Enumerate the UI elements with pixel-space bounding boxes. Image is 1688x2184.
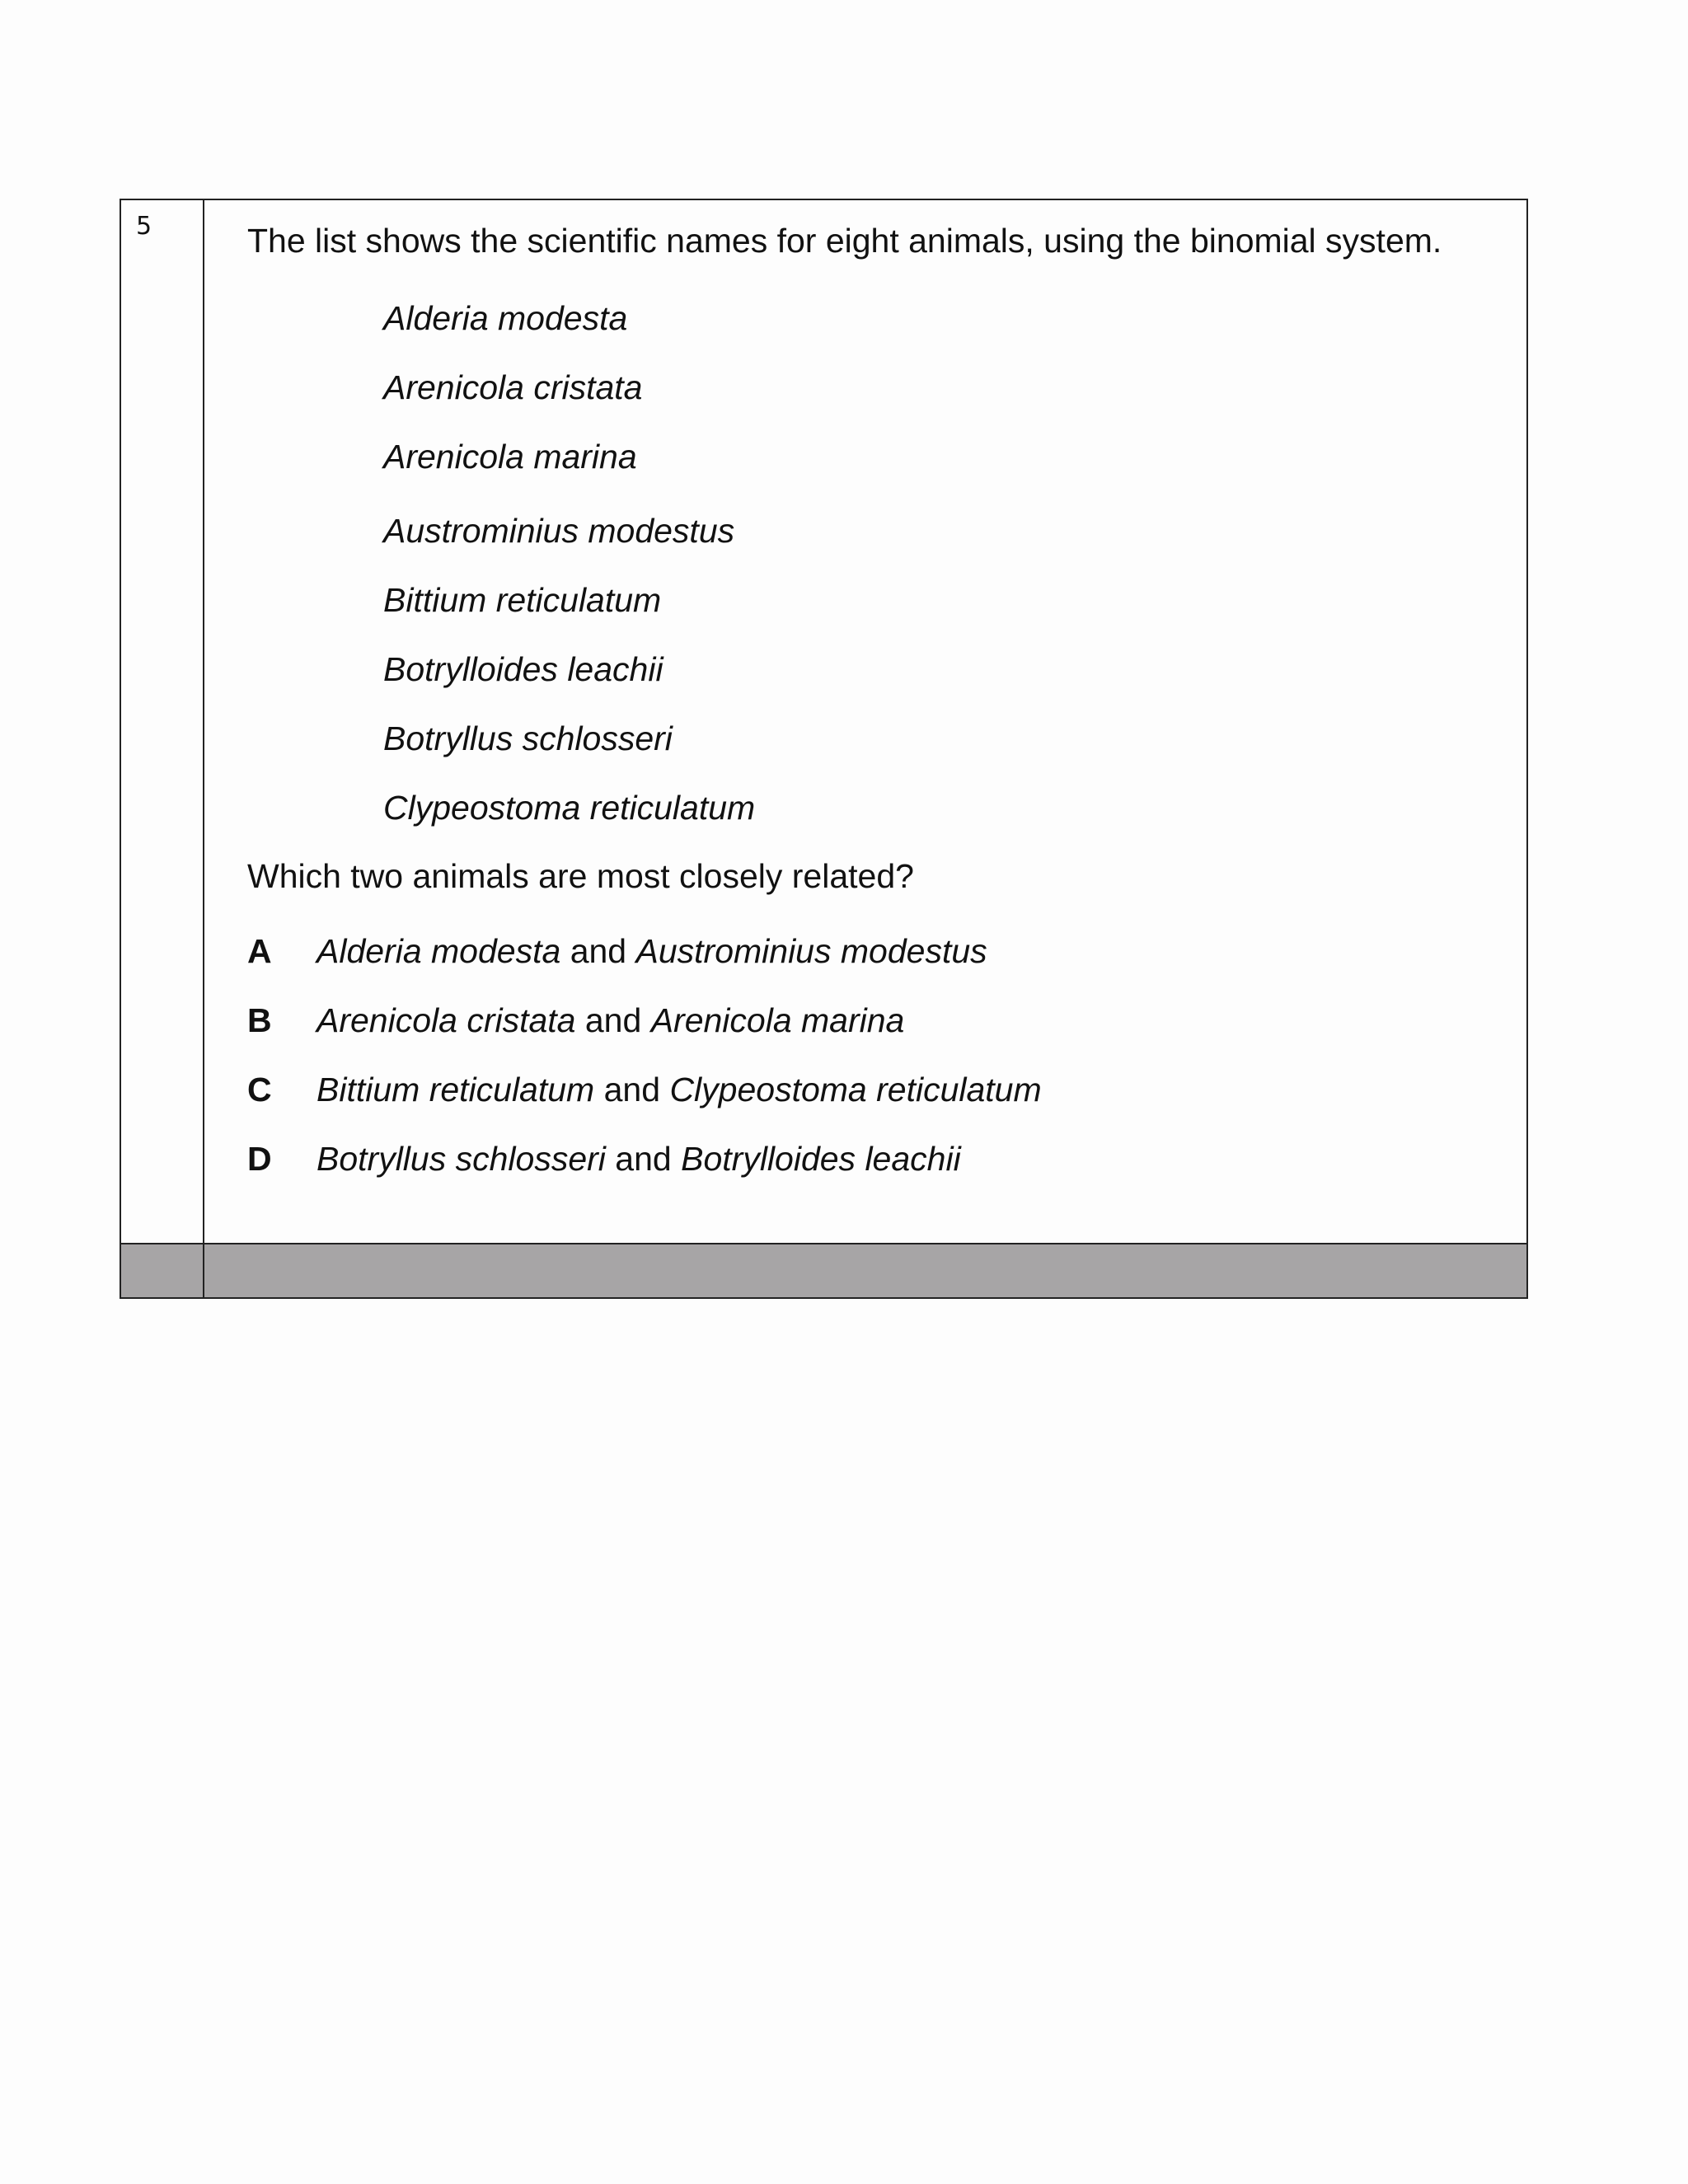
option-text [316, 1140, 961, 1179]
species-item: Botrylloides leachii [383, 650, 663, 688]
species-item: Arenicola cristata [383, 368, 643, 406]
table-footer-band [121, 1243, 1526, 1297]
option-letter: D [247, 1140, 272, 1178]
species-name: Austrominius modestus [635, 932, 987, 970]
option-letter: A [247, 932, 272, 970]
species-name: Botrylloides leachii [681, 1140, 961, 1178]
species-item: Clypeostoma reticulatum [383, 789, 756, 827]
question-table [120, 199, 1528, 1299]
question-number: 5 [136, 212, 152, 241]
species-name: Arenicola cristata [316, 1001, 576, 1039]
species-item: Alderia modesta [383, 299, 628, 337]
option-text [316, 1071, 1042, 1109]
connector: and [584, 1001, 642, 1039]
species-name: Botryllus schlosseri [316, 1140, 606, 1178]
species-item: Botryllus schlosseri [383, 719, 673, 757]
connector: and [603, 1071, 661, 1108]
species-item: Austrominius modestus [383, 512, 735, 550]
species-name: Bittium reticulatum [316, 1071, 595, 1108]
connector: and [615, 1140, 672, 1178]
species-name: Arenicola marina [650, 1001, 905, 1039]
question-number-column [121, 200, 204, 1297]
option-letter: B [247, 1001, 272, 1039]
question-stem: The list shows the scientific names for eight animals, using the binomial system. [247, 222, 1442, 260]
option-text [316, 1001, 904, 1040]
question-prompt: Which two animals are most closely related? [247, 857, 914, 895]
connector: and [570, 932, 627, 970]
footer-divider [203, 1244, 204, 1297]
species-name: Alderia modesta [316, 932, 561, 970]
species-name: Clypeostoma reticulatum [669, 1071, 1042, 1108]
option-letter: C [247, 1071, 272, 1108]
species-item: Bittium reticulatum [383, 581, 662, 619]
option-text [316, 932, 987, 971]
species-item: Arenicola marina [383, 438, 637, 476]
